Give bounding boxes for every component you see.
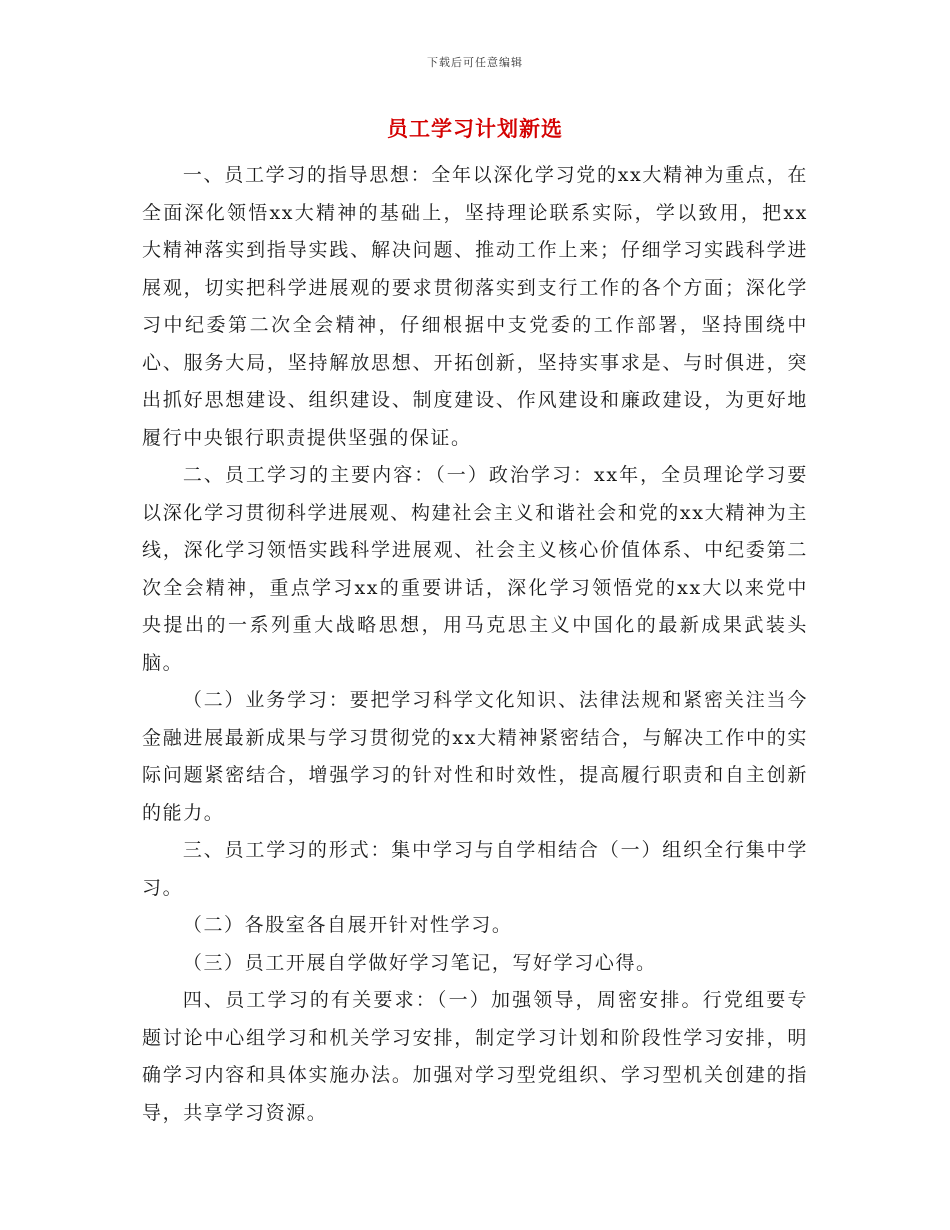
document-title: 员工学习计划新选: [387, 116, 563, 141]
paragraph-requirements: 四、员工学习的有关要求：（一）加强领导，周密安排。行党组要专题讨论中心组学习和机关学习安排，制定学习计划和阶段性学习安排，明确学习内容和具体实施办法。加强对学习型党组织、学习型机关创建的指导，共享学习资源。: [142, 989, 808, 1124]
paragraph-department-study: （二）各股室各自展开针对性学习。: [182, 914, 513, 936]
document-body: [142, 157, 808, 1132]
header-note: 下载后可任意编辑: [427, 56, 523, 69]
paragraph-study-form: 三、员工学习的形式：集中学习与自学相结合（一）组织全行集中学习。: [142, 839, 808, 899]
paragraph-self-study: （三）员工开展自学做好学习笔记，写好学习心得。: [182, 951, 657, 974]
paragraph-business-study: （二）业务学习：要把学习科学文化知识、法律法规和紧密关注当今金融进展最新成果与学习贯彻党的xx大精神紧密结合，与解决工作中的实际问题紧密结合，增强学习的针对性和时效性，提高履行职责和自主创新的能力。: [142, 689, 808, 824]
paragraph-main-content: 二、员工学习的主要内容：（一）政治学习：xx年，全员理论学习要以深化学习贯彻科学进展观、构建社会主义和谐社会和党的xx大精神为主线，深化学习领悟实践科学进展观、社会主义核心价值体系、中纪委第二次全会精神，重点学习xx的重要讲话，深化学习领悟党的xx大以来党中央提出的一系列重大战略思想，用马克思主义中国化的最新成果武装头脑。: [142, 464, 808, 674]
paragraph-guiding-ideology: 一、员工学习的指导思想：全年以深化学习党的xx大精神为重点，在全面深化领悟xx大精神的基础上，坚持理论联系实际，学以致用，把xx大精神落实到指导实践、解决问题、推动工作上来；仔细学习实践科学进展观，切实把科学进展观的要求贯彻落实到支行工作的各个方面；深化学习中纪委第二次全会精神，仔细根据中支党委的工作部署，坚持围绕中心、服务大局，坚持解放思想、开拓创新，坚持实事求是、与时俱进，突出抓好思想建设、组织建设、制度建设、作风建设和廉政建设，为更好地履行中央银行职责提供坚强的保证。: [142, 164, 808, 449]
